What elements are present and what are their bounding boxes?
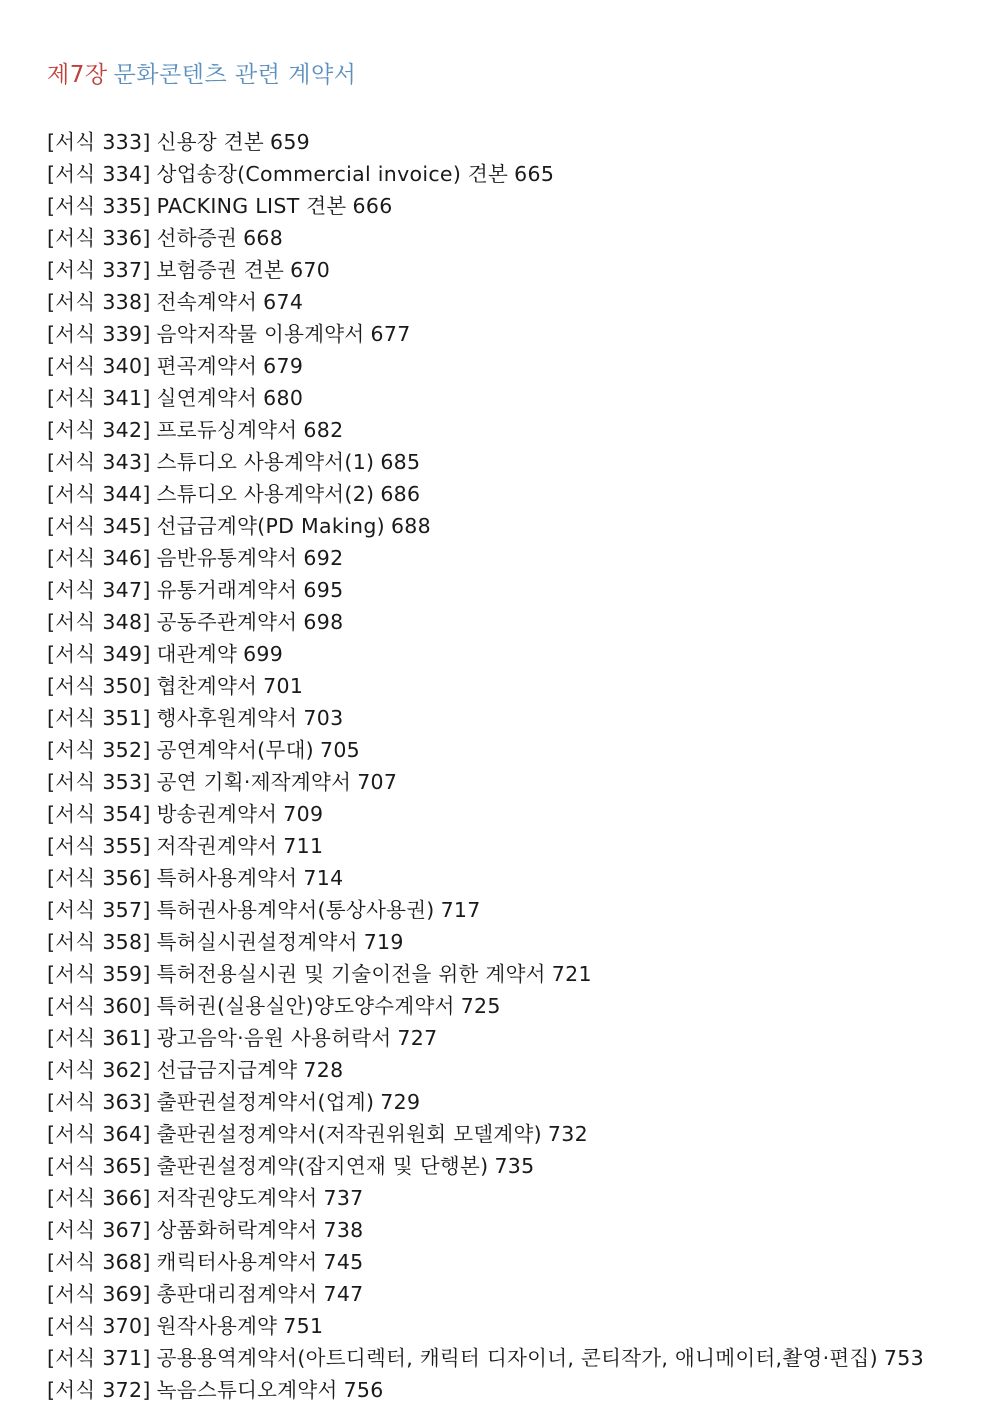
form-code: [서식 361] xyxy=(47,1026,151,1050)
page-number: 679 xyxy=(263,354,304,378)
form-code: [서식 337] xyxy=(47,258,151,282)
form-code: [서식 338] xyxy=(47,290,151,314)
toc-entry xyxy=(47,414,924,446)
toc-entry xyxy=(47,478,924,510)
form-title: 특허전용실시권 및 기술이전을 위한 계약서 xyxy=(156,962,546,986)
toc-entry xyxy=(47,1374,924,1406)
toc-entry xyxy=(47,1278,924,1310)
form-title: 출판권설정계약(잡지연재 및 단행본) xyxy=(156,1154,489,1178)
chapter-title: 문화콘텐츠 관련 계약서 xyxy=(113,62,357,88)
page-number: 682 xyxy=(303,418,344,442)
toc-entry xyxy=(47,958,924,990)
toc-entry xyxy=(47,638,924,670)
form-title: 선하증권 xyxy=(156,226,238,250)
page-number: 699 xyxy=(243,642,284,666)
page-number: 705 xyxy=(319,738,361,762)
chapter-heading xyxy=(47,58,356,92)
page-number: 680 xyxy=(263,386,304,410)
form-code: [서식 357] xyxy=(47,898,151,922)
form-title: 신용장 견본 xyxy=(156,130,264,154)
form-title: 대관계약 xyxy=(156,642,238,666)
form-title: 전속계약서 xyxy=(156,290,258,314)
form-code: [서식 362] xyxy=(47,1058,151,1082)
toc-entry xyxy=(47,1214,924,1246)
toc-entry xyxy=(47,830,924,862)
page-number: 665 xyxy=(514,162,555,186)
form-title: 공용용역계약서(아트디렉터, 캐릭터 디자이너, 콘티작가, 애니메이터,촬영·편집) xyxy=(156,1346,878,1370)
page-number: 670 xyxy=(290,258,331,282)
form-title: 상품화허락계약서 xyxy=(156,1218,318,1242)
page-number: 701 xyxy=(263,674,304,698)
toc-entry xyxy=(47,382,924,414)
toc-entry xyxy=(47,1182,924,1214)
form-code: [서식 353] xyxy=(47,770,151,794)
form-title: 음반유통계약서 xyxy=(156,546,298,570)
toc-entry xyxy=(47,1150,924,1182)
form-code: [서식 366] xyxy=(47,1186,151,1210)
toc-entry xyxy=(47,574,924,606)
form-code: [서식 349] xyxy=(47,642,151,666)
page-number: 714 xyxy=(303,866,344,890)
form-code: [서식 368] xyxy=(47,1250,151,1274)
page-number: 698 xyxy=(303,610,344,634)
form-title: 음악저작물 이용계약서 xyxy=(156,322,365,346)
form-title: 총판대리점계약서 xyxy=(156,1282,318,1306)
toc-entry xyxy=(47,734,924,766)
toc-entry xyxy=(47,446,924,478)
form-title: 스튜디오 사용계약서(1) xyxy=(156,450,375,474)
toc-entry xyxy=(47,1022,924,1054)
page-number: 719 xyxy=(363,930,404,954)
toc-entry xyxy=(47,798,924,830)
form-code: [서식 335] xyxy=(47,194,151,218)
toc-entry xyxy=(47,1246,924,1278)
table-of-contents xyxy=(47,126,924,1406)
page-number: 738 xyxy=(323,1218,364,1242)
page-number: 659 xyxy=(270,130,311,154)
form-code: [서식 345] xyxy=(47,514,151,538)
toc-entry xyxy=(47,126,924,158)
page-number: 703 xyxy=(303,706,344,730)
toc-entry xyxy=(47,350,924,382)
page-number: 756 xyxy=(343,1378,384,1402)
form-title: 캐릭터사용계약서 xyxy=(156,1250,318,1274)
toc-entry xyxy=(47,158,924,190)
page-number: 725 xyxy=(460,994,501,1018)
form-title: 특허사용계약서 xyxy=(156,866,298,890)
page-number: 711 xyxy=(283,834,324,858)
form-code: [서식 364] xyxy=(47,1122,151,1146)
toc-entry xyxy=(47,1310,924,1342)
form-code: [서식 365] xyxy=(47,1154,151,1178)
form-code: [서식 354] xyxy=(47,802,151,826)
form-title: 편곡계약서 xyxy=(156,354,258,378)
form-code: [서식 351] xyxy=(47,706,151,730)
page-number: 688 xyxy=(390,514,431,538)
toc-entry xyxy=(47,1086,924,1118)
form-code: [서식 333] xyxy=(47,130,151,154)
form-title: 프로듀싱계약서 xyxy=(156,418,298,442)
toc-entry xyxy=(47,1054,924,1086)
page-number: 677 xyxy=(370,322,411,346)
page-number: 717 xyxy=(440,898,481,922)
toc-entry xyxy=(47,670,924,702)
form-code: [서식 350] xyxy=(47,674,151,698)
form-title: 선급금계약(PD Making) xyxy=(156,514,385,538)
form-title: 저작권계약서 xyxy=(156,834,278,858)
form-code: [서식 371] xyxy=(47,1346,151,1370)
toc-entry xyxy=(47,510,924,542)
form-title: 선급금지급계약 xyxy=(156,1058,298,1082)
toc-entry xyxy=(47,286,924,318)
page-number: 753 xyxy=(883,1346,924,1370)
form-code: [서식 334] xyxy=(47,162,151,186)
form-code: [서식 348] xyxy=(47,610,151,634)
form-code: [서식 360] xyxy=(47,994,151,1018)
toc-entry xyxy=(47,990,924,1022)
form-title: 공연 기획·제작계약서 xyxy=(156,770,352,794)
toc-entry xyxy=(47,766,924,798)
form-title: 유통거래계약서 xyxy=(156,578,298,602)
page-number: 735 xyxy=(494,1154,535,1178)
page-number: 732 xyxy=(547,1122,588,1146)
form-code: [서식 369] xyxy=(47,1282,151,1306)
form-title: 녹음스튜디오계약서 xyxy=(156,1378,338,1402)
form-title: 공연계약서(무대) xyxy=(156,738,314,762)
form-title: PACKING LIST 견본 xyxy=(156,194,347,218)
form-title: 상업송장(Commercial invoice) 견본 xyxy=(156,162,509,186)
form-code: [서식 341] xyxy=(47,386,151,410)
form-code: [서식 344] xyxy=(47,482,151,506)
form-code: [서식 342] xyxy=(47,418,151,442)
form-title: 특허권사용계약서(통상사용권) xyxy=(156,898,435,922)
toc-entry xyxy=(47,542,924,574)
form-title: 실연계약서 xyxy=(156,386,258,410)
page-number: 747 xyxy=(323,1282,364,1306)
form-title: 저작권양도계약서 xyxy=(156,1186,318,1210)
toc-entry xyxy=(47,926,924,958)
toc-entry xyxy=(47,254,924,286)
page-number: 674 xyxy=(263,290,304,314)
page-number: 729 xyxy=(380,1090,421,1114)
form-title: 원작사용계약 xyxy=(156,1314,278,1338)
form-title: 스튜디오 사용계약서(2) xyxy=(156,482,375,506)
form-code: [서식 363] xyxy=(47,1090,151,1114)
page-number: 707 xyxy=(357,770,398,794)
toc-entry xyxy=(47,1342,924,1374)
toc-entry xyxy=(47,318,924,350)
form-title: 행사후원계약서 xyxy=(156,706,298,730)
form-code: [서식 339] xyxy=(47,322,151,346)
form-code: [서식 356] xyxy=(47,866,151,890)
form-code: [서식 340] xyxy=(47,354,151,378)
page-number: 737 xyxy=(323,1186,364,1210)
form-code: [서식 346] xyxy=(47,546,151,570)
page-number: 745 xyxy=(323,1250,364,1274)
toc-entry xyxy=(47,222,924,254)
page-number: 728 xyxy=(303,1058,344,1082)
form-title: 광고음악·음원 사용허락서 xyxy=(156,1026,392,1050)
form-title: 방송권계약서 xyxy=(156,802,278,826)
form-code: [서식 359] xyxy=(47,962,151,986)
form-title: 특허권(실용실안)양도양수계약서 xyxy=(156,994,455,1018)
page-number: 751 xyxy=(283,1314,324,1338)
page-number: 709 xyxy=(283,802,324,826)
form-title: 출판권설정계약서(업계) xyxy=(156,1090,375,1114)
form-code: [서식 358] xyxy=(47,930,151,954)
toc-entry xyxy=(47,1118,924,1150)
form-code: [서식 336] xyxy=(47,226,151,250)
page-number: 721 xyxy=(551,962,592,986)
form-title: 특허실시권설정계약서 xyxy=(156,930,358,954)
page-number: 686 xyxy=(380,482,421,506)
page-number: 685 xyxy=(380,450,421,474)
form-code: [서식 372] xyxy=(47,1378,151,1402)
form-title: 협찬계약서 xyxy=(156,674,258,698)
page-number: 666 xyxy=(352,194,393,218)
toc-entry xyxy=(47,702,924,734)
toc-entry xyxy=(47,190,924,222)
page-number: 692 xyxy=(303,546,344,570)
form-title: 출판권설정계약서(저작권위원회 모델계약) xyxy=(156,1122,542,1146)
form-code: [서식 355] xyxy=(47,834,151,858)
form-code: [서식 352] xyxy=(47,738,151,762)
form-title: 보험증권 견본 xyxy=(156,258,285,282)
form-code: [서식 343] xyxy=(47,450,151,474)
page-number: 668 xyxy=(243,226,284,250)
toc-entry xyxy=(47,894,924,926)
form-title: 공동주관계약서 xyxy=(156,610,298,634)
form-code: [서식 347] xyxy=(47,578,151,602)
page-number: 695 xyxy=(303,578,344,602)
page-number: 727 xyxy=(397,1026,438,1050)
chapter-number: 제7장 xyxy=(47,62,108,88)
form-code: [서식 367] xyxy=(47,1218,151,1242)
toc-entry xyxy=(47,862,924,894)
form-code: [서식 370] xyxy=(47,1314,151,1338)
toc-entry xyxy=(47,606,924,638)
